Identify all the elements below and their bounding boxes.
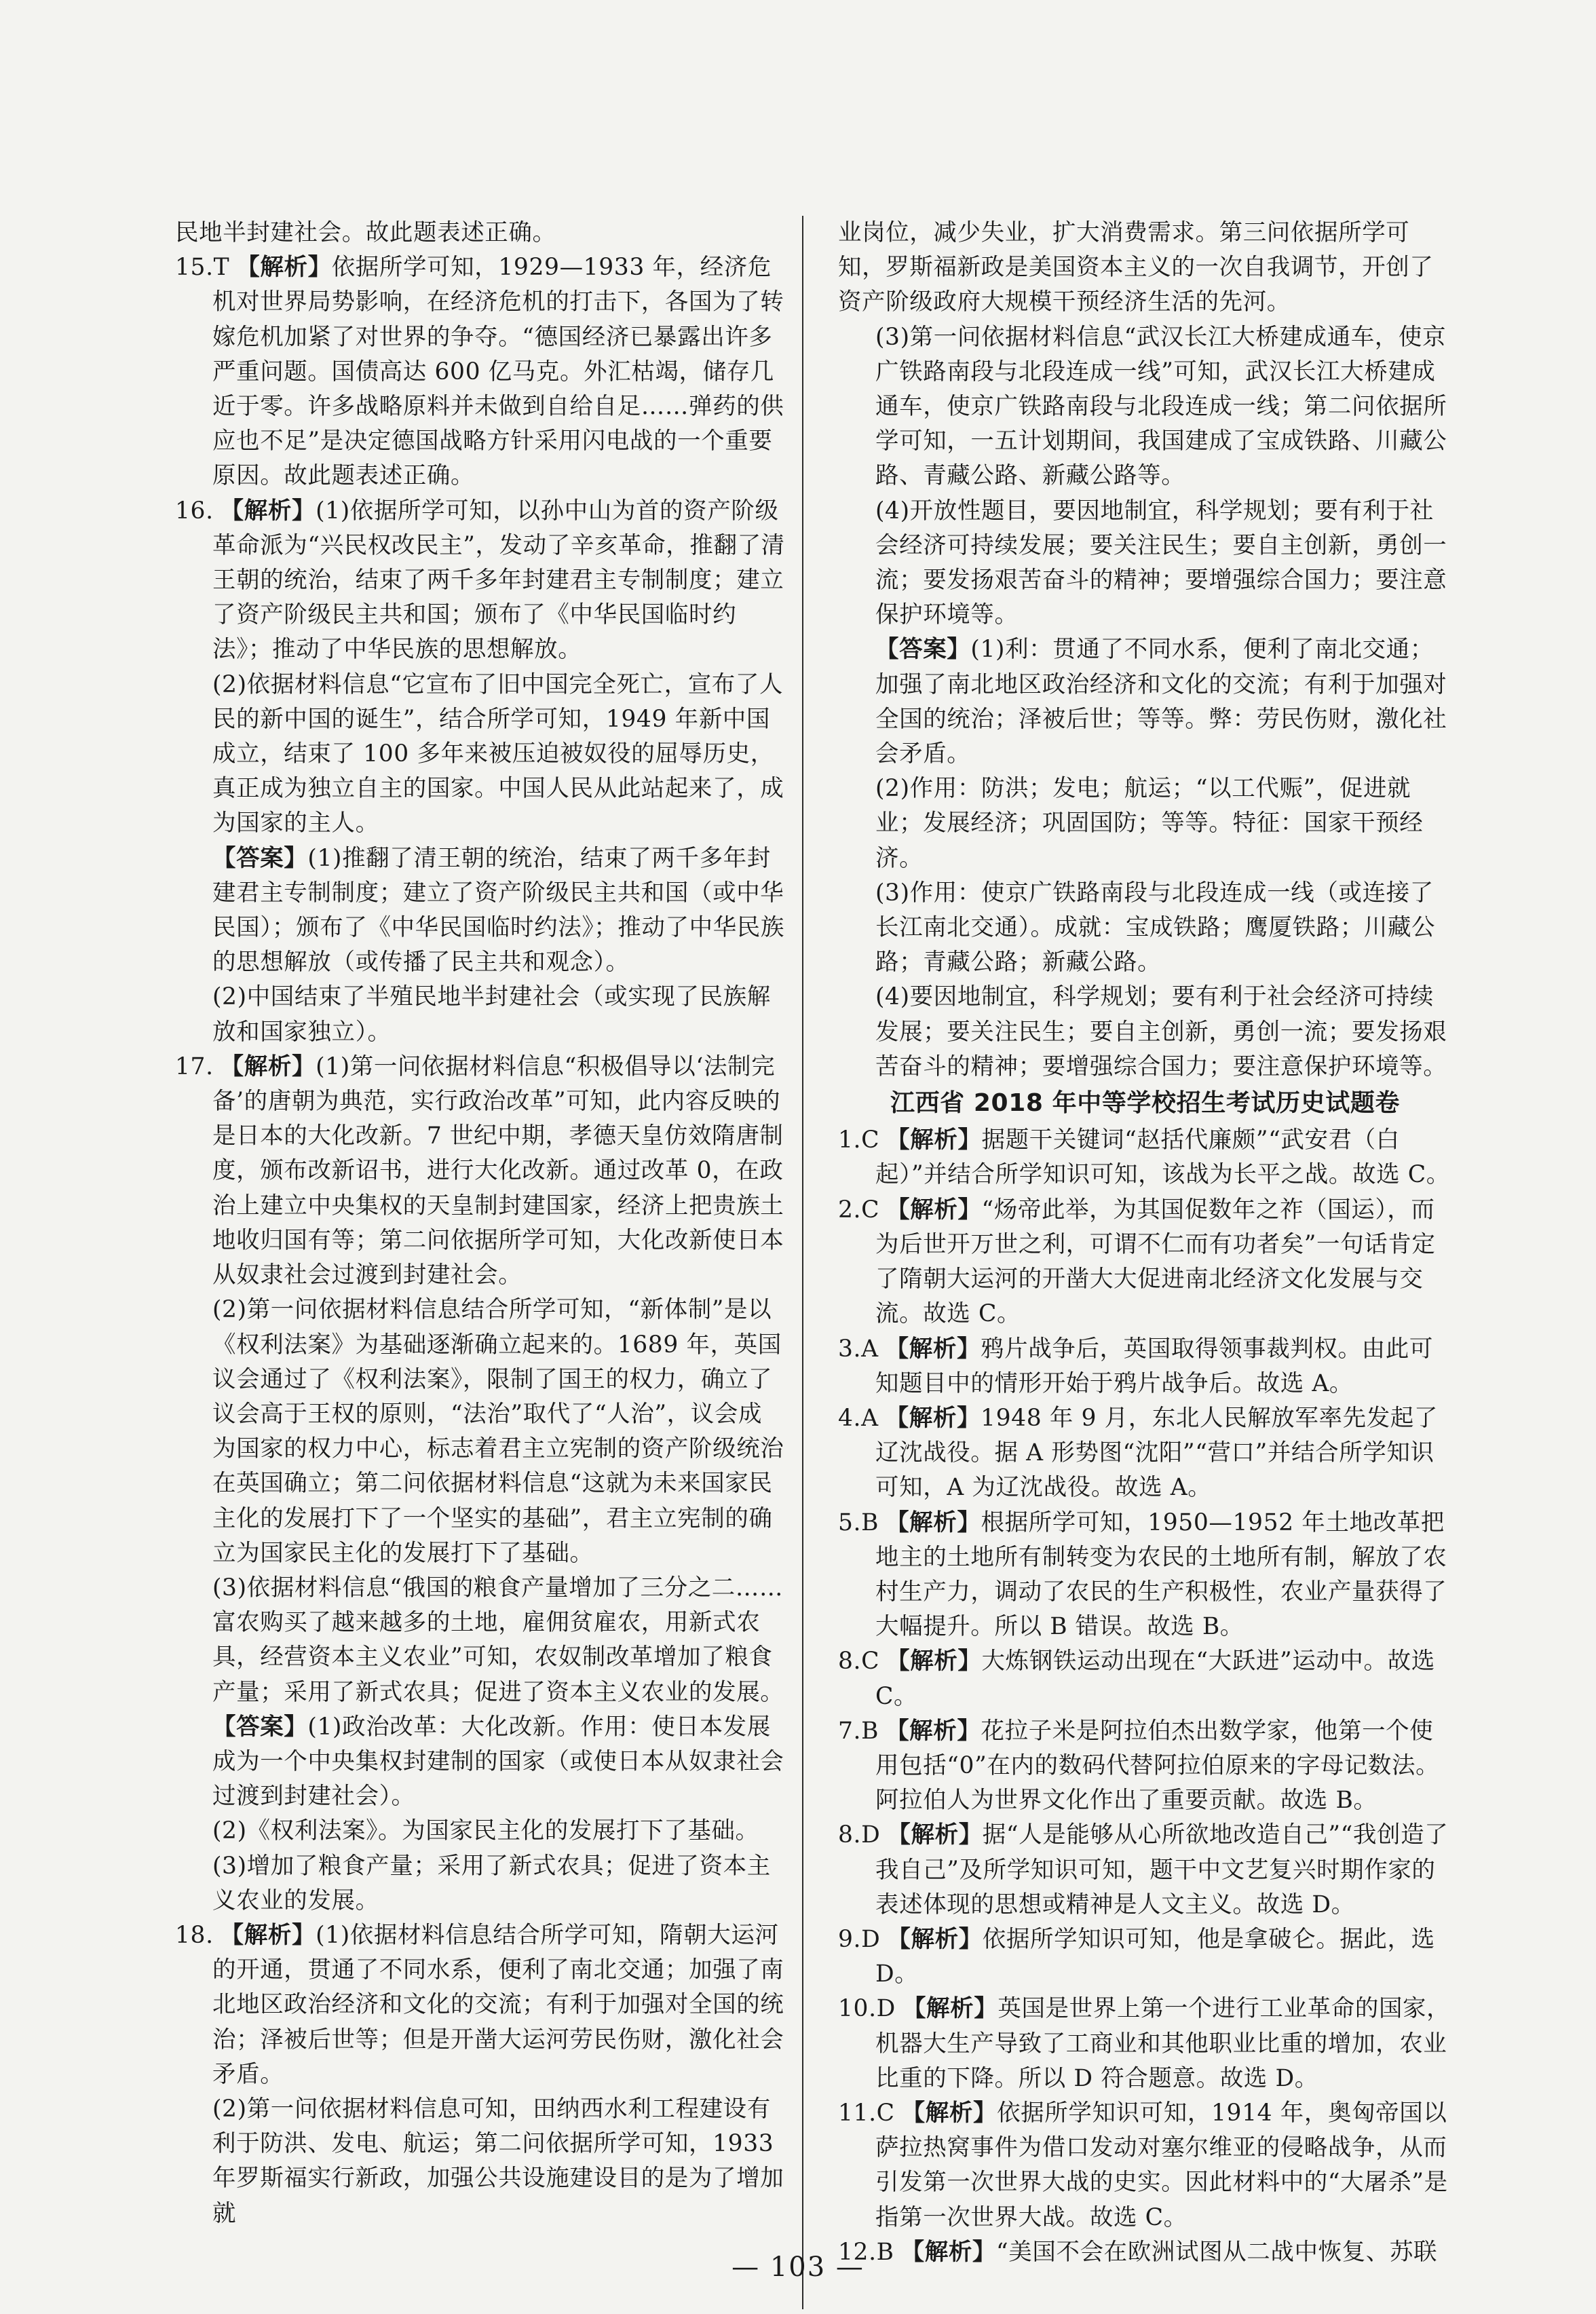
answer-paragraph [175, 216, 786, 250]
item-text: (1)利：贯通了不同水系，便利了南北交通；加强了南北地区政治经济和文化的交流；有利于加强对全国的统治；泽被后世；等等。弊：劳民伤财，激化社会矛盾。 [875, 636, 1447, 768]
answer-paragraph [175, 1814, 786, 1848]
item-number: 8.D [838, 1821, 881, 1849]
item-tag: 【解析】 [220, 1052, 316, 1080]
item-text: 民地半封建社会。故此题表述正确。 [175, 219, 556, 246]
answer-item [838, 1332, 1452, 1401]
item-number: 8.C [838, 1648, 880, 1675]
item-text: (1)依据材料信息结合所学可知，隋朝大运河的开通，贯通了不同水系，便利了南北交通；加强了南北地区政治经济和文化的交流；有利于加强对全国的统治；泽被后世等；但是开凿大运河劳民伤财，激化社会矛盾。 [212, 1921, 784, 2088]
item-tag: 【解析】 [220, 497, 316, 525]
item-tag: 【解析】 [902, 1995, 998, 2023]
item-number: 17. [175, 1052, 214, 1080]
item-text: (2)中国结束了半殖民地半封建社会（或实现了民族解放和国家独立）。 [212, 983, 771, 1046]
answer-paragraph [838, 772, 1452, 876]
item-tag: 【答案】 [875, 636, 971, 664]
answer-item [838, 1714, 1452, 1819]
item-text: (1)推翻了清王朝的统治，结束了两千多年封建君主专制制度；建立了资产阶级民主共和国（或中华民国）；颁布了《中华民国临时约法》；推动了中华民族的思想解放（或传播了民主共和观念）。 [212, 844, 784, 976]
item-text: 根据所学可知，1950—1952 年土地改革把地主的土地所有制转变为农民的土地所有制，解放了农村生产力，调动了农民的生产积极性，农业产量获得了大幅提升。所以 B 错误。故选 B。 [875, 1509, 1447, 1641]
answer-paragraph [175, 1849, 786, 1918]
item-text: (4)要因地制宜，科学规划；要有利于社会经济可持续发展；要关注民生；要自主创新，勇创一流；要发扬艰苦奋斗的精神；要增强综合国力；要注意保护环境等。 [875, 983, 1447, 1080]
item-tag: 【解析】 [887, 1925, 983, 1953]
answer-item [838, 2096, 1452, 2235]
answer-paragraph [175, 1710, 786, 1815]
left-column [175, 216, 786, 2231]
answer-paragraph [838, 216, 1452, 320]
answer-item [838, 1922, 1452, 1992]
answer-item [838, 1644, 1452, 1713]
answer-paragraph [175, 668, 786, 841]
item-tag: 【解析】 [885, 1335, 981, 1363]
column-divider [802, 216, 803, 2309]
answer-paragraph [175, 841, 786, 981]
item-text: (3)依据材料信息“俄国的粮食产量增加了三分之二……富农购买了越来越多的土地，雇佣贫雇农，用新式农具，经营资本主义农业”可知，农奴制改革增加了粮食产量；采用了新式农具；促进了资本主义农业的发展。 [212, 1574, 784, 1706]
section-heading: 江西省 2018 年中等学校招生考试历史试题卷 [890, 1089, 1401, 1118]
answer-item [175, 250, 786, 493]
item-text: (2)第一问依据材料信息结合所学可知，“新体制”是以《权利法案》为基础逐渐确立起来的。1689 年，英国议会通过了《权利法案》，限制了国王的权力，确立了议会高于王权的原则，“法治”取代了“人治”，议会成为国家的权力中心，标志着君主立宪制的资产阶级统治在英国确立；第二问依据材料信息“这就为未来国家民主化的发展打下了一个坚实的基础”，君主立宪制的确立为国家民主化的发展打下了基础。 [212, 1296, 784, 1567]
answer-item [175, 1918, 786, 2092]
item-tag: 【解析】 [886, 1509, 981, 1536]
item-text: 依据所学可知，1929—1933 年，经济危机对世界局势影响，在经济危机的打击下，各国为了转嫁危机加紧了对世界的争夺。“德国经济已暴露出许多严重问题。国债高达 600 亿马克。外汇枯竭，储存几近于零。许多战略原料并未做到自给自足……弹药的供应也不足”是决定德国战略方针采用闪电战的一个重要原因。故此题表述正确。 [212, 254, 784, 490]
item-tag: 【解析】 [885, 1404, 981, 1432]
answer-item [175, 494, 786, 668]
item-tag: 【解析】 [220, 1921, 316, 1949]
item-text: (2)第一问依据材料信息可知，田纳西水利工程建设有利于防洪、发电、航运；第二问依据所学可知，1933 年罗斯福实行新政，加强公共设施建设目的是为了增加就 [212, 2095, 784, 2227]
item-number: 9.D [838, 1925, 881, 1953]
item-text: (3)作用：使京广铁路南段与北段连成一线（或连接了长江南北交通）。成就：宝成铁路；鹰厦铁路；川藏公路；青藏公路；新藏公路。 [875, 879, 1436, 976]
item-text: “美国不会在欧洲试图从二战中恢复、苏联 [996, 2238, 1438, 2266]
answer-item [838, 1818, 1452, 1922]
item-text: 大炼钢铁运动出现在“大跃进”运动中。故选 C。 [875, 1648, 1435, 1710]
item-tag: 【解析】 [886, 1126, 982, 1154]
item-number: 11.C [838, 2099, 895, 2127]
item-number: 3.A [838, 1335, 879, 1363]
item-text: “炀帝此举，为其国促数年之祚（国运），而为后世开万世之利，可谓不仁而有功者矣”一句话肯定了隋朝大运河的开凿大大促进南北经济文化发展与交流。故选 C。 [875, 1196, 1436, 1328]
item-number: 7.B [838, 1717, 879, 1745]
item-tag: 【解析】 [886, 1648, 982, 1675]
item-number: 15.T [175, 254, 230, 282]
item-number: 4.A [838, 1404, 879, 1432]
item-text: (3)增加了粮食产量；采用了新式农具；促进了资本主义农业的发展。 [212, 1852, 771, 1914]
item-tag: 【答案】 [212, 1713, 308, 1741]
item-number: 5.B [838, 1509, 879, 1536]
item-text: 英国是世界上第一个进行工业革命的国家，机器大生产导致了工商业和其他职业比重的增加，农业比重的下降。所以 D 符合题意。故选 D。 [875, 1995, 1451, 2092]
answer-paragraph [838, 980, 1452, 1084]
item-number: 10.D [838, 1995, 896, 2023]
item-text: (1)政治改革：大化改新。作用：使日本发展成为一个中央集权封建制的国家（或使日本从奴隶社会过渡到封建社会）。 [212, 1713, 784, 1810]
answer-item [838, 1992, 1452, 2096]
item-text: (2)作用：防洪；发电；航运；“以工代赈”，促进就业；发展经济；巩固国防；等等。特征：国家干预经济。 [875, 775, 1424, 872]
right-column [838, 216, 1452, 2270]
item-tag: 【答案】 [212, 844, 308, 872]
answer-paragraph [175, 2092, 786, 2231]
item-text: 据题干关键词“赵括代廉颇”“武安君（白起）”并结合所学知识可知，该战为长平之战。故选 C。 [875, 1126, 1450, 1189]
answer-paragraph [838, 320, 1452, 494]
item-text: (1)第一问依据材料信息“积极倡导以‘法制完备’的唐朝为典范，实行政治改革”可知，此内容反映的是日本的大化改新。7 世纪中期，孝德天皇仿效隋唐制度，颁布改新诏书，进行大化改新。通过改革 0，在政治上建立中央集权的天皇制封建国家，经济上把贵族土地收归国有等；第二问依据所学可知，大化改新使日本从奴隶社会过渡到封建社会。 [212, 1052, 784, 1289]
item-text: (2)依据材料信息“它宣布了旧中国完全死亡，宣布了人民的新中国的诞生”，结合所学可知，1949 年新中国成立，结束了 100 多年来被压迫被奴役的屈辱历史，真正成为独立自主的国家。中国人民从此站起来了，成为国家的主人。 [212, 670, 784, 837]
item-tag: 【解析】 [236, 254, 332, 282]
item-number: 1.C [838, 1126, 880, 1154]
answer-paragraph [175, 980, 786, 1049]
item-number: 2.C [838, 1196, 880, 1224]
answer-item [838, 1193, 1452, 1332]
item-text: 业岗位，减少失业，扩大消费需求。第三问依据所学可知，罗斯福新政是美国资本主义的一次自我调节，开创了资产阶级政府大规模干预经济生活的先河。 [838, 219, 1434, 316]
answer-paragraph [838, 632, 1452, 772]
item-text: 依据所学知识可知，1914 年，奥匈帝国以萨拉热窝事件为借口发动对塞尔维亚的侵略战争，从而引发第一次世界大战的史实。因此材料中的“大屠杀”是指第一次世界大战。故选 C。 [875, 2099, 1448, 2231]
item-text: (2)《权利法案》。为国家民主化的发展打下了基础。 [212, 1817, 759, 1845]
page-number: — 103 — [732, 2252, 864, 2283]
answer-paragraph [838, 494, 1452, 633]
item-number: 16. [175, 497, 214, 525]
answer-paragraph [175, 1293, 786, 1571]
item-number: 12.B [838, 2238, 894, 2266]
answer-item [838, 1401, 1452, 1506]
answer-paragraph [175, 1571, 786, 1710]
item-tag: 【解析】 [886, 1717, 981, 1745]
item-text: 依据所学知识可知，他是拿破仑。据此，选 D。 [875, 1925, 1435, 1988]
answer-item [175, 1050, 786, 1293]
item-text: (4)开放性题目，要因地制宜，科学规划；要有利于社会经济可持续发展；要关注民生；要自主创新，勇创一流；要发扬艰苦奋斗的精神；要增强综合国力；要注意保护环境等。 [875, 497, 1447, 629]
item-tag: 【解析】 [887, 1821, 983, 1849]
item-text: 花拉子米是阿拉伯杰出数学家，他第一个使用包括“0”在内的数码代替阿拉伯原来的字母记数法。阿拉伯人为世界文化作出了重要贡献。故选 B。 [875, 1717, 1440, 1815]
item-text: (1)依据所学可知，以孙中山为首的资产阶级革命派为“兴民权改民主”，发动了辛亥革命，推翻了清王朝的统治，结束了两千多年封建君主专制制度；建立了资产阶级民主共和国；颁布了《中华民国临时约法》；推动了中华民族的思想解放。 [212, 497, 785, 664]
answer-paragraph [838, 876, 1452, 981]
answer-item [838, 1123, 1452, 1192]
item-text: (3)第一问依据材料信息“武汉长江大桥建成通车，使京广铁路南段与北段连成一线”可知，武汉长江大桥建成通车，使京广铁路南段与北段连成一线；第二问依据所学可知，一五计划期间，我国建成了宝成铁路、川藏公路、青藏公路、新藏公路等。 [875, 323, 1447, 490]
item-tag: 【解析】 [886, 1196, 982, 1224]
item-tag: 【解析】 [900, 2238, 997, 2266]
item-text: 1948 年 9 月，东北人民解放军率先发起了辽沈战役。据 A 形势图“沈阳”“营口”并结合所学知识可知，A 为辽沈战役。故选 A。 [875, 1404, 1438, 1502]
item-text: 鸦片战争后，英国取得领事裁判权。由此可知题目中的情形开始于鸦片战争后。故选 A。 [875, 1335, 1433, 1397]
item-number: 18. [175, 1921, 214, 1949]
item-tag: 【解析】 [901, 2099, 998, 2127]
answer-item [838, 1506, 1452, 1645]
item-text: 据“人是能够从心所欲地改造自己”“我创造了我自己”及所学知识可知，题干中文艺复兴时期作家的表述体现的思想或精神是人文主义。故选 D。 [875, 1821, 1449, 1918]
